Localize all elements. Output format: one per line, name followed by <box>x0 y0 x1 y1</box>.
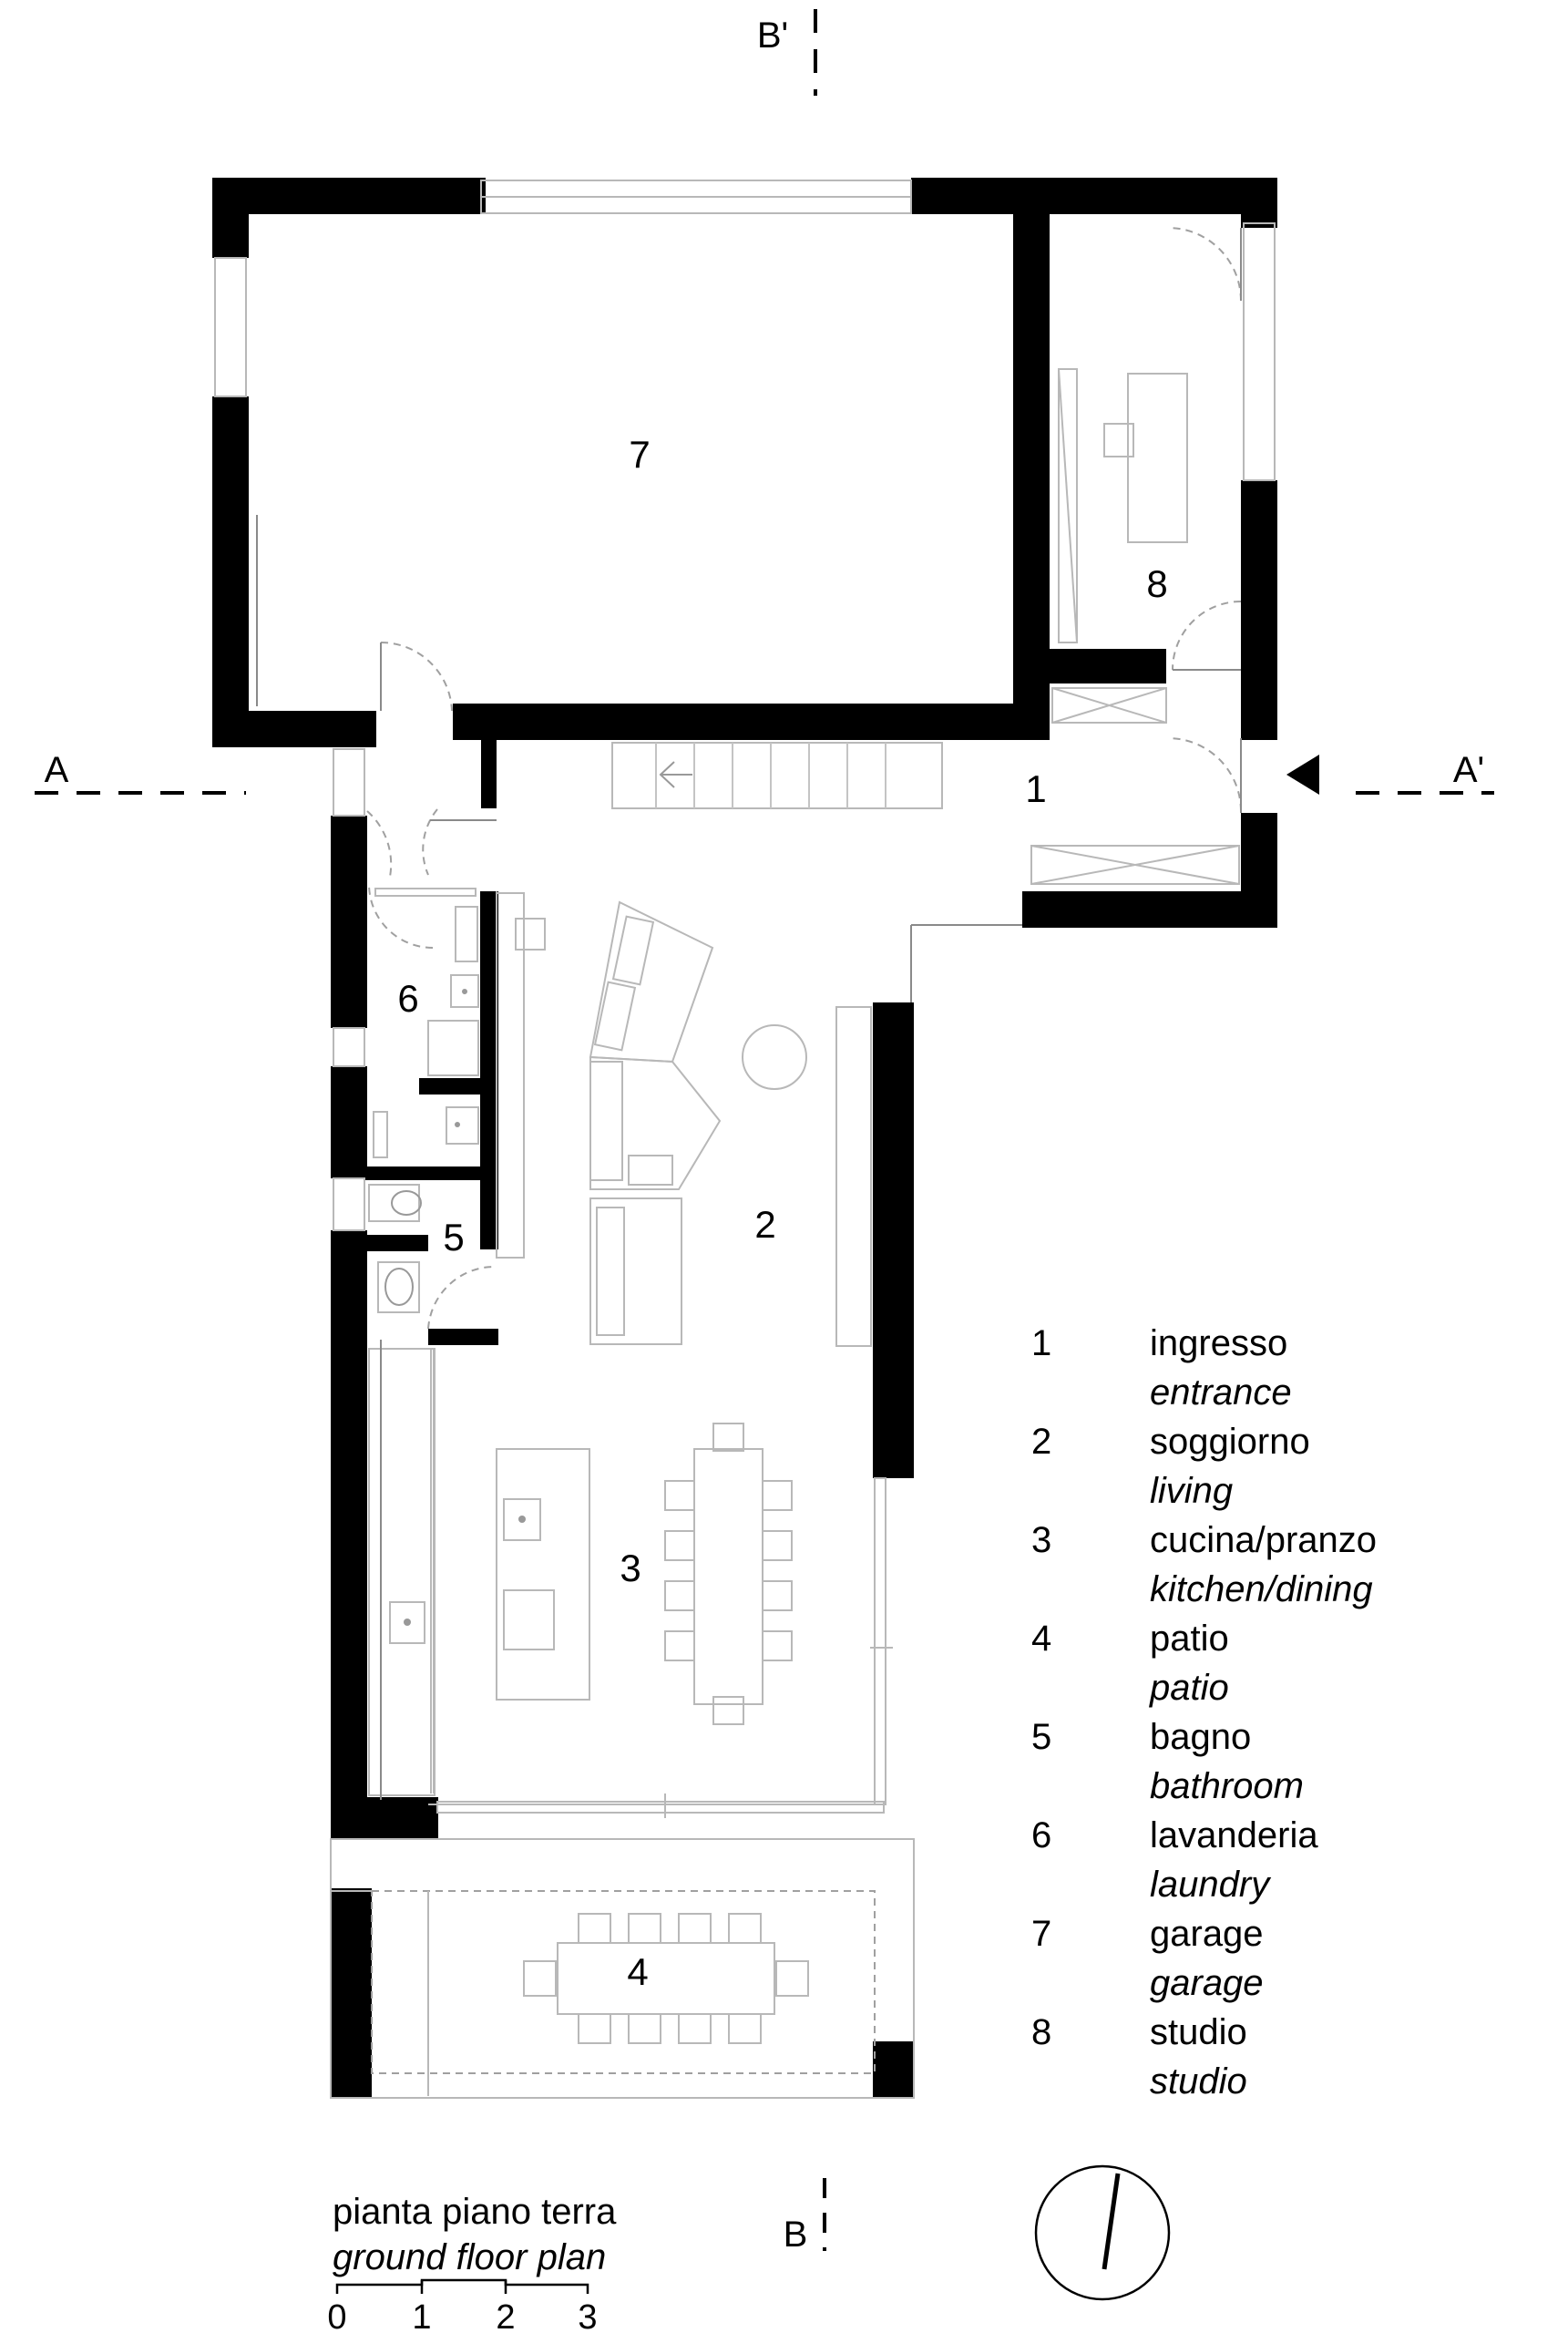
legend-english: garage <box>1150 1963 1264 2003</box>
legend-english: entrance <box>1150 1372 1292 1413</box>
legend-italian: soggiorno <box>1150 1422 1310 1462</box>
section-label-b-prime: B' <box>756 15 789 56</box>
main-walls <box>331 816 914 1839</box>
room-number-7: 7 <box>629 433 651 476</box>
legend-english: patio <box>1150 1668 1229 1708</box>
section-mark-a <box>35 750 246 793</box>
room-number-8: 8 <box>1146 562 1168 605</box>
section-label-b: B <box>783 2215 808 2255</box>
entrance-walls <box>481 740 1277 928</box>
north-arrow-icon <box>1036 2166 1169 2299</box>
legend <box>1031 1323 1377 2102</box>
legend-number: 5 <box>1031 1717 1052 1757</box>
legend-item <box>1031 2012 1247 2102</box>
scale-label: 3 <box>578 2298 598 2333</box>
legend-item <box>1031 1323 1292 1413</box>
legend-item <box>1031 1422 1310 1511</box>
section-mark-a-prime <box>1356 750 1494 793</box>
legend-number: 6 <box>1031 1815 1052 1855</box>
entrance-arrow-icon <box>1286 755 1319 795</box>
legend-italian: patio <box>1150 1619 1229 1659</box>
legend-item <box>1031 1619 1229 1708</box>
section-mark-b-prime <box>757 9 815 96</box>
section-label-a-prime: A' <box>1452 750 1485 790</box>
living-furniture <box>516 902 871 1346</box>
drawing-title <box>333 2192 617 2277</box>
title-italian: pianta piano terra <box>333 2192 617 2232</box>
legend-english: kitchen/dining <box>1150 1569 1373 1609</box>
legend-english: bathroom <box>1150 1766 1304 1806</box>
room-number-2: 2 <box>754 1203 776 1246</box>
room-number-3: 3 <box>620 1547 641 1589</box>
section-mark-b <box>784 2178 825 2255</box>
patio <box>331 1839 914 2098</box>
staircase <box>612 743 942 808</box>
room-number-4: 4 <box>627 1950 649 1993</box>
legend-number: 7 <box>1031 1914 1052 1954</box>
scale-bar <box>327 2280 597 2333</box>
garage-walls <box>212 178 1277 747</box>
legend-item <box>1031 1815 1318 1905</box>
section-label-a: A <box>44 750 69 790</box>
legend-english: studio <box>1150 2061 1247 2102</box>
room-number-5: 5 <box>443 1216 465 1259</box>
legend-number: 8 <box>1031 2012 1052 2052</box>
legend-italian: ingresso <box>1150 1323 1288 1363</box>
legend-item <box>1031 1914 1264 2003</box>
legend-english: living <box>1150 1471 1234 1511</box>
legend-italian: cucina/pranzo <box>1150 1520 1378 1560</box>
title-english: ground floor plan <box>333 2237 607 2277</box>
scale-label: 1 <box>412 2298 432 2333</box>
legend-number: 1 <box>1031 1323 1052 1363</box>
legend-italian: studio <box>1150 2012 1247 2052</box>
legend-english: laundry <box>1150 1865 1270 1905</box>
legend-italian: garage <box>1150 1914 1264 1954</box>
legend-item <box>1031 1520 1377 1609</box>
kitchen-dining-furniture <box>369 1340 792 1800</box>
legend-item <box>1031 1717 1304 1806</box>
room-number-1: 1 <box>1025 767 1047 810</box>
legend-number: 4 <box>1031 1619 1052 1659</box>
laundry-fixtures <box>374 889 478 1157</box>
room-number-6: 6 <box>397 977 419 1020</box>
legend-italian: bagno <box>1150 1717 1252 1757</box>
legend-number: 3 <box>1031 1520 1052 1560</box>
scale-label: 0 <box>327 2298 347 2333</box>
legend-italian: lavanderia <box>1150 1815 1318 1855</box>
legend-number: 2 <box>1031 1422 1052 1462</box>
scale-label: 2 <box>496 2298 516 2333</box>
